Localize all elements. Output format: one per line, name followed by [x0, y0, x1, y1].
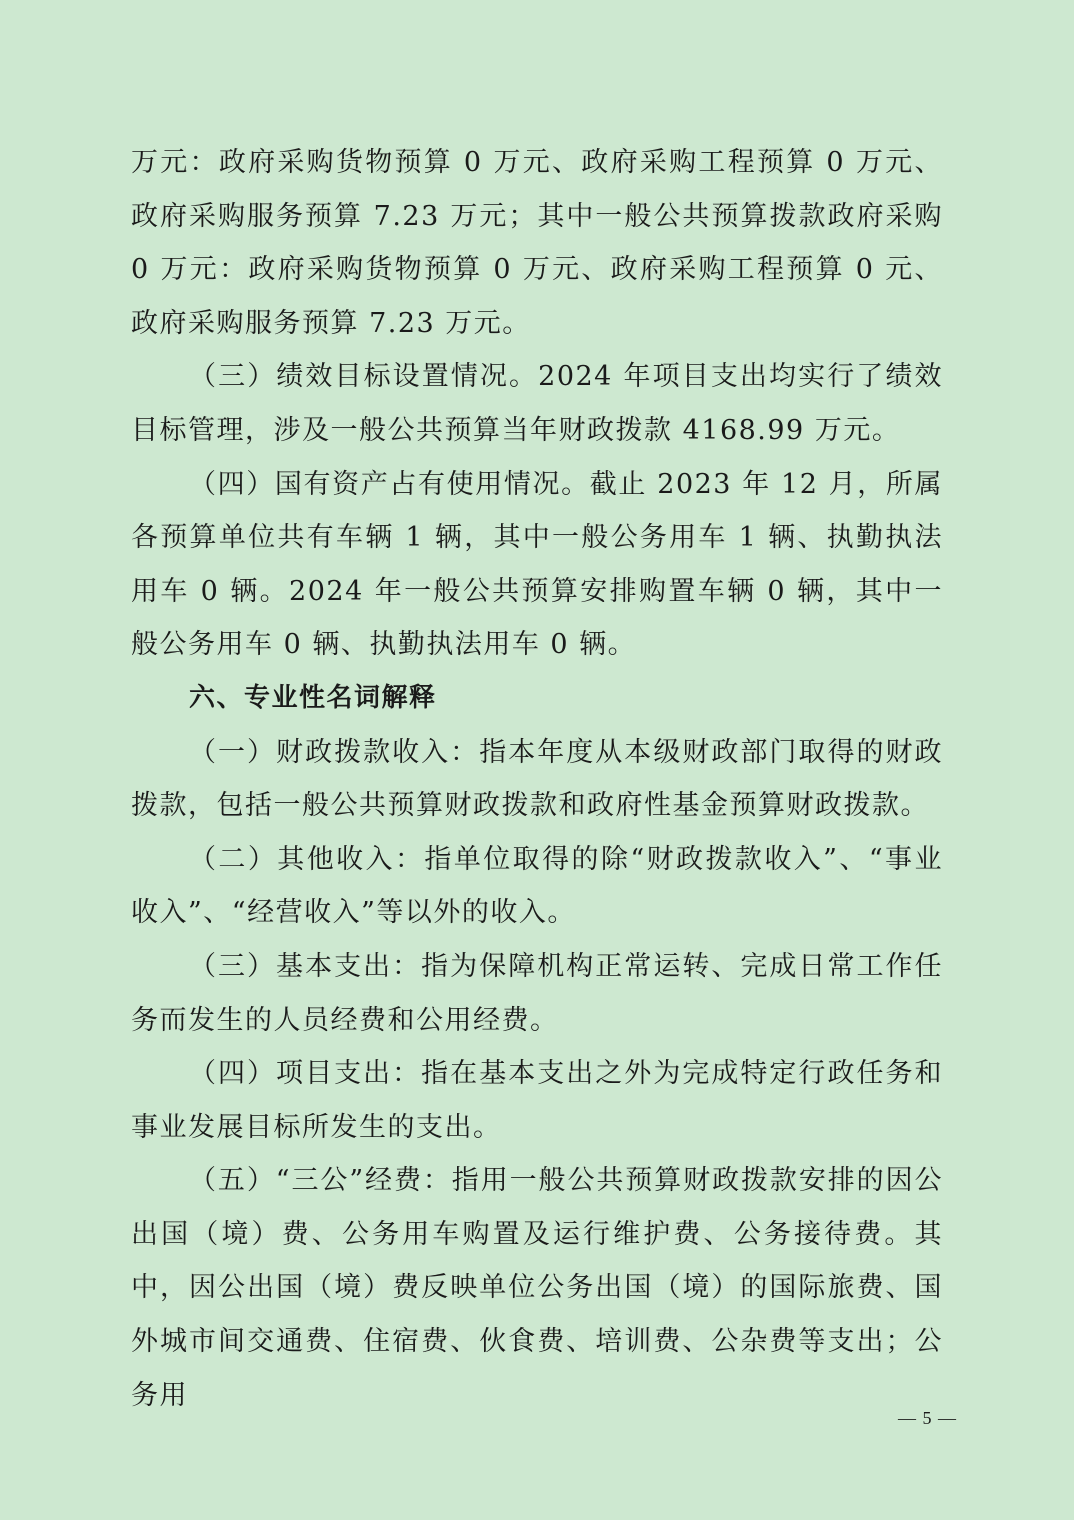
definition-other-income: （二）其他收入：指单位取得的除“财政拨款收入”、“事业收入”、“经营收入”等以外的收入。 [131, 843, 943, 929]
definition-three-public-expenses: （五）“三公”经费：指用一般公共预算财政拨款安排的因公出国（境）费、公务用车购置及运行维护费、公务接待费。其中，因公出国（境）费反映单位公务出国（境）的国际旅费、国外城市间交通费、住宿费、伙食费、培训费、公杂费等支出；公务用 [131, 1165, 943, 1411]
page-number: — 5 — [898, 1408, 957, 1428]
definition-fiscal-appropriation: （一）财政拨款收入：指本年度从本级财政部门取得的财政拨款，包括一般公共预算财政拨款和政府性基金预算财政拨款。 [131, 736, 943, 822]
paragraph-state-assets: （四）国有资产占有使用情况。截止 2023 年 12 月，所属各预算单位共有车辆 1 辆，其中一般公务用车 1 辆、执勤执法用车 0 辆。2024 年一般公共预算安排购置车辆 0 辆，其中一般公务用车 0 辆、执勤执法用车 0 辆。 [131, 468, 943, 661]
section-heading-terms: 六、专业性名词解释 [189, 682, 437, 713]
definition-basic-expenditure: （三）基本支出：指为保障机构正常运转、完成日常工作任务而发生的人员经费和公用经费。 [131, 950, 943, 1036]
definition-project-expenditure: （四）项目支出：指在基本支出之外为完成特定行政任务和事业发展目标所发生的支出。 [131, 1058, 943, 1143]
document-page [131, 136, 943, 1422]
paragraph-procurement: 万元：政府采购货物预算 0 万元、政府采购工程预算 0 万元、政府采购服务预算 7.23 万元；其中一般公共预算拨款政府采购 0 万元：政府采购货物预算 0 万元、政府采购工程预算 0 元、政府采购服务预算 7.23 万元。 [131, 147, 943, 339]
paragraph-performance-targets: （三）绩效目标设置情况。2024 年项目支出均实行了绩效目标管理，涉及一般公共预算当年财政拨款 4168.99 万元。 [131, 361, 943, 446]
